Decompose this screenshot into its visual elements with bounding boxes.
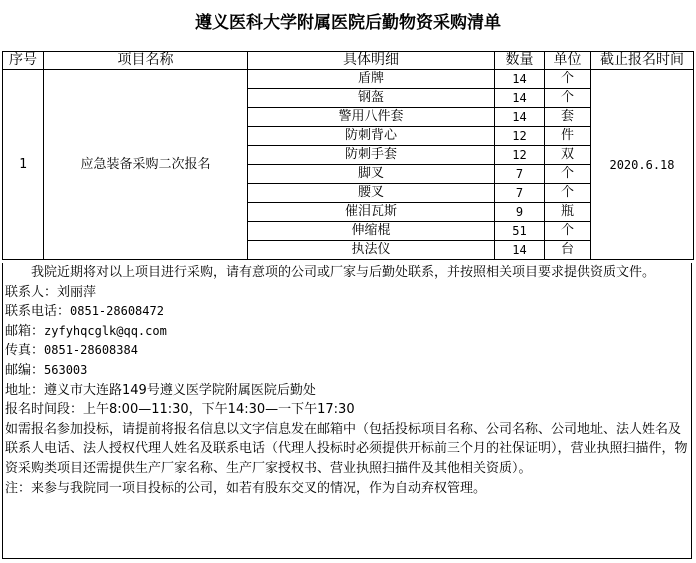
phone-line xyxy=(5,302,689,322)
postcode-line xyxy=(5,361,689,381)
item-unit: 瓶 xyxy=(545,203,591,222)
fax-label: 传真： xyxy=(5,343,45,359)
table-row xyxy=(3,70,694,89)
header-details: 具体明细 xyxy=(248,52,495,70)
email-line xyxy=(5,322,689,342)
address-line xyxy=(5,381,689,401)
postcode-label: 邮编： xyxy=(5,362,45,378)
postcode: 563003 xyxy=(44,362,88,377)
header-quantity: 数量 xyxy=(495,52,545,70)
item-name: 执法仪 xyxy=(248,241,495,260)
item-unit: 台 xyxy=(545,241,591,260)
registration-hours: 上午8:00—11:30，下午14:30—一下午17:30 xyxy=(83,402,355,418)
item-quantity: 12 xyxy=(495,127,545,146)
item-quantity: 7 xyxy=(495,184,545,203)
item-quantity: 14 xyxy=(495,89,545,108)
address: 遵义市大连路149号遵义医学院附属医院后勤处 xyxy=(44,382,316,398)
procurement-table xyxy=(2,51,694,260)
item-quantity: 7 xyxy=(495,165,545,184)
item-name: 腰叉 xyxy=(248,184,495,203)
item-unit: 套 xyxy=(545,108,591,127)
table-header-row xyxy=(3,52,694,70)
bidding-instructions: 如需报名参加投标，请提前将报名信息以文字信息发在邮箱中（包括投标项目名称、公司名称、公司地址、法人姓名及联系人电话、法人授权代理人姓名及联系电话（代理人投标时必须提供开标前三个月的社保证明），营业执照扫描件，物资采购类项目还需提供生产厂家名称、生产厂家授权书、营业执照扫描件及其他相关资质）。 xyxy=(5,421,688,476)
intro-text: 我院近期将对以上项目进行采购，请有意项的公司或厂家与后勤处联系，并按照相关项目要求提供资质文件。 xyxy=(31,265,656,280)
item-name: 伸缩棍 xyxy=(248,222,495,241)
item-quantity: 12 xyxy=(495,146,545,165)
address-label: 地址： xyxy=(5,382,45,398)
item-name: 催泪瓦斯 xyxy=(248,203,495,222)
phone-number: 0851-28608472 xyxy=(70,304,164,319)
item-quantity: 14 xyxy=(495,241,545,260)
item-name: 警用八件套 xyxy=(248,108,495,127)
hours-line xyxy=(5,400,689,420)
item-quantity: 14 xyxy=(495,108,545,127)
email-address: zyfyhqcglk@qq.com xyxy=(44,323,167,338)
item-unit: 双 xyxy=(545,146,591,165)
item-unit: 个 xyxy=(545,165,591,184)
header-deadline: 截止报名时间 xyxy=(591,52,694,70)
fax-line xyxy=(5,341,689,361)
contact-label: 联系人： xyxy=(5,284,58,300)
item-name: 钢盔 xyxy=(248,89,495,108)
phone-label: 联系电话： xyxy=(5,304,71,320)
row-index: 1 xyxy=(3,70,44,260)
item-unit: 个 xyxy=(545,184,591,203)
item-name: 防刺手套 xyxy=(248,146,495,165)
item-quantity: 14 xyxy=(495,70,545,89)
item-quantity: 9 xyxy=(495,203,545,222)
deadline-date: 2020.6.18 xyxy=(591,70,694,260)
fax-number: 0851-28608384 xyxy=(44,343,138,358)
header-index: 序号 xyxy=(3,52,44,70)
project-name: 应急装备采购二次报名 xyxy=(44,70,248,260)
item-unit: 个 xyxy=(545,222,591,241)
header-unit: 单位 xyxy=(545,52,591,70)
page-title: 遵义医科大学附属医院后勤物资采购清单 xyxy=(195,13,501,33)
remark-text: 注：来参与我院同一项目投标的公司，如若有股东交叉的情况，作为自动弃权管理。 xyxy=(5,480,487,496)
contact-person: 刘丽萍 xyxy=(57,284,97,300)
contact-line xyxy=(5,283,689,303)
item-quantity: 51 xyxy=(495,222,545,241)
item-unit: 个 xyxy=(545,70,591,89)
email-label: 邮箱： xyxy=(5,323,45,339)
notes-section xyxy=(2,263,692,559)
header-project-name: 项目名称 xyxy=(44,52,248,70)
item-unit: 个 xyxy=(545,89,591,108)
item-name: 防刺背心 xyxy=(248,127,495,146)
item-name: 盾牌 xyxy=(248,70,495,89)
hours-label: 报名时间段： xyxy=(5,402,84,418)
item-unit: 件 xyxy=(545,127,591,146)
item-name: 脚叉 xyxy=(248,165,495,184)
